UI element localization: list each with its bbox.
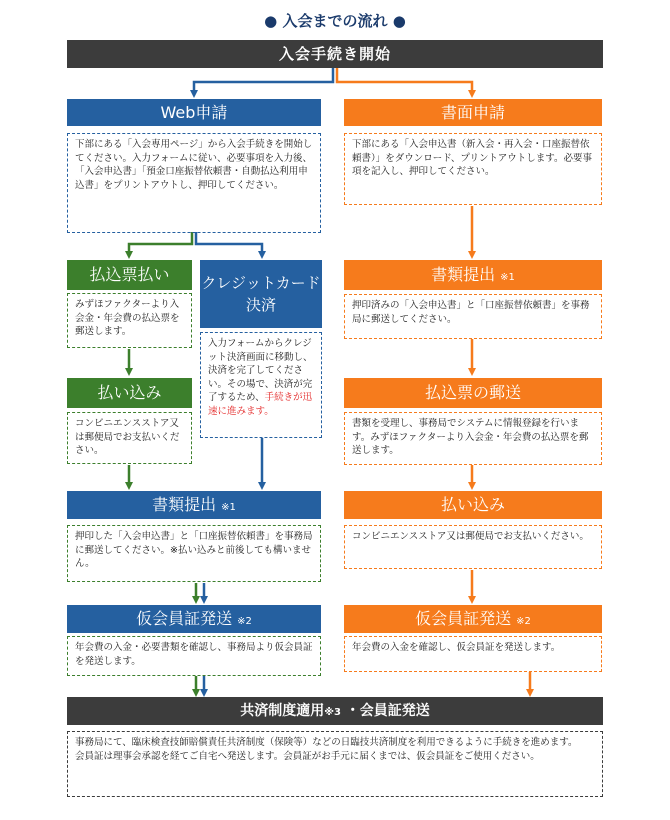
docs-web-header	[67, 491, 321, 519]
credit-note	[200, 332, 322, 438]
final-header-b: ・会員証発送	[345, 703, 430, 719]
cert-web-mark: ※2	[237, 616, 252, 627]
web-note: 下部にある「入会専用ページ」から入会手続きを開始してください。入力フォームに従い、必要事項を入力後、「入会申込書」「預金口座振替依頼書・自動払込利用申込書」をプリントアウトし、押印してください。	[67, 133, 321, 233]
paper-note: 下部にある「入会申込書（新入会・再入会・口座振替依頼書）」をダウンロード、プリントアウトします。必要事項を記入し、押印してください。	[344, 133, 602, 205]
docs-paper-header-text: 書類提出	[431, 265, 496, 284]
arrow-start-to-web	[194, 68, 333, 94]
web-header: Web申請	[67, 99, 321, 126]
slip-note: みずほファクターより入会金・年会費の払込票を郵送します。	[67, 293, 192, 348]
final-note-line-2: 会員証は理事会承認を経てご自宅へ発送します。会員証がお手元に届くまでは、仮会員証をご使用ください。	[75, 750, 540, 762]
docs-web-header-text: 書類提出	[152, 495, 217, 514]
cert-web-header-text: 仮会員証発送	[136, 609, 233, 628]
start-bar: 入会手続き開始	[67, 40, 603, 68]
cert-web-note: 年会費の入金・必要書類を確認し、事務局より仮会員証を発送します。	[67, 636, 321, 676]
docs-paper-mark: ※1	[500, 272, 515, 283]
arrow-web-to-credit	[196, 232, 262, 255]
pay-web-header: 払い込み	[67, 378, 192, 408]
final-note-line-1: 事務局にて、臨床検査技師賠償責任共済制度（保険等）などの日臨技共済制度を利用できるように手続きを進めます。	[75, 737, 578, 748]
page-title	[0, 10, 670, 31]
cert-web-header	[67, 605, 321, 633]
cert-paper-mark: ※2	[516, 616, 531, 627]
arrow-web-to-slip	[129, 232, 192, 255]
credit-note-highlight: 手続きが迅速に進みます。	[208, 392, 313, 417]
page-title-text: 入会までの流れ	[282, 12, 388, 30]
slip-header: 払込票払い	[67, 260, 192, 290]
final-header-a: 共済制度適用	[240, 703, 325, 719]
credit-note-text: 入力フォームからクレジット決済画面に移動し、決済を完了してください。その場で、決済が完了するため、	[208, 338, 313, 403]
mail-slip-note: 書類を受理し、事務局でシステムに情報登録を行います。みずほファクターより入会金・年会費の払込票を郵送します。	[344, 412, 602, 465]
pay-web-note: コンビニエンスストア又は郵便局でお支払いください。	[67, 412, 192, 464]
arrow-start-to-paper	[337, 68, 472, 94]
pay-paper-header: 払い込み	[344, 491, 602, 519]
docs-paper-header	[344, 260, 602, 290]
credit-header: クレジットカード決済	[200, 260, 322, 328]
mail-slip-header: 払込票の郵送	[344, 378, 602, 408]
paper-header: 書面申請	[344, 99, 602, 126]
cert-paper-header	[344, 605, 602, 633]
docs-web-mark: ※1	[221, 502, 236, 513]
pay-paper-note: コンビニエンスストア又は郵便局でお支払いください。	[344, 525, 602, 569]
bullet-icon: ●	[264, 12, 278, 30]
final-mark: ※3	[324, 707, 341, 718]
docs-paper-note: 押印済みの「入会申込書」と「口座振替依頼書」を事務局に郵送してください。	[344, 294, 602, 339]
final-note	[67, 731, 603, 797]
cert-paper-header-text: 仮会員証発送	[415, 609, 512, 628]
final-header	[67, 697, 603, 725]
bullet-icon: ●	[392, 12, 406, 30]
docs-web-note: 押印した「入会申込書」と「口座振替依頼書」を事務局に郵送してください。※払い込みと前後しても構いません。	[67, 525, 321, 582]
cert-paper-note: 年会費の入金を確認し、仮会員証を発送します。	[344, 636, 602, 672]
